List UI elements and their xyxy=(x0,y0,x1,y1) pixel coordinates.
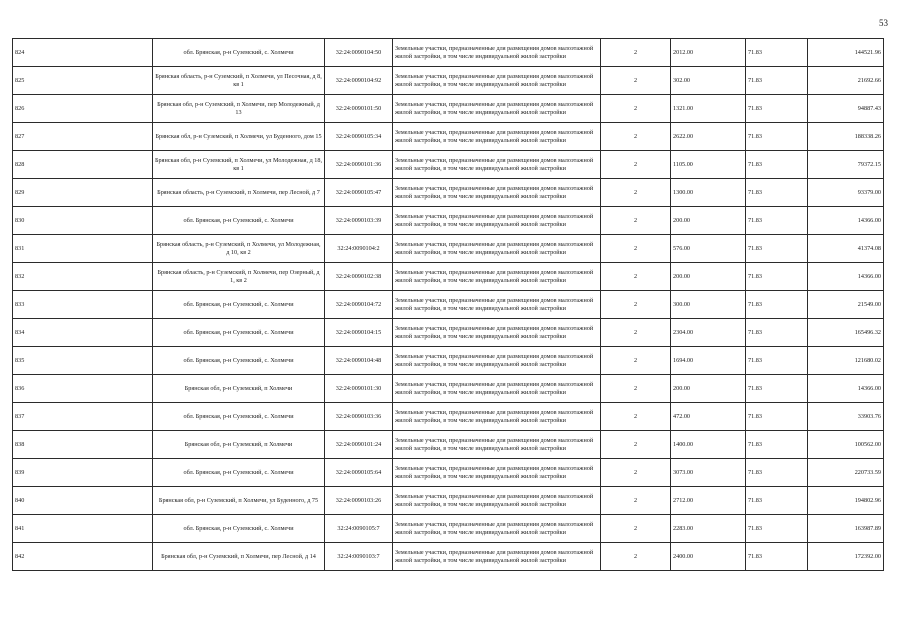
area-cell: 1105.00 xyxy=(671,151,746,179)
cadastral-value-cell: 41374.08 xyxy=(808,235,884,263)
table-row xyxy=(13,39,884,67)
address-cell: Брянская обл, р-н Суземский, п Холмечи, ул Молодежная, д 18, кв 1 xyxy=(153,151,325,179)
rate-cell: 71.83 xyxy=(746,347,808,375)
table-row xyxy=(13,291,884,319)
cadastral-number-cell: 32:24:0090104:72 xyxy=(325,291,393,319)
row-number-cell: 830 xyxy=(13,207,153,235)
land-use-purpose-cell: Земельные участки, предназначенные для размещения домов малоэтажной жилой застройки, в том числе индивидуальной жилой застройки xyxy=(393,207,601,235)
row-number-cell: 835 xyxy=(13,347,153,375)
category-cell: 2 xyxy=(601,431,671,459)
address-cell: Брянская обл, р-н Суземский, п Холмечи xyxy=(153,431,325,459)
rate-cell: 71.83 xyxy=(746,319,808,347)
table-row xyxy=(13,207,884,235)
land-use-purpose-cell: Земельные участки, предназначенные для размещения домов малоэтажной жилой застройки, в том числе индивидуальной жилой застройки xyxy=(393,459,601,487)
category-cell: 2 xyxy=(601,375,671,403)
cadastral-value-cell: 33903.76 xyxy=(808,403,884,431)
land-use-purpose-cell: Земельные участки, предназначенные для размещения домов малоэтажной жилой застройки, в том числе индивидуальной жилой застройки xyxy=(393,263,601,291)
rate-cell: 71.83 xyxy=(746,179,808,207)
cadastral-number-cell: 32:24:0090105:64 xyxy=(325,459,393,487)
land-use-purpose-cell: Земельные участки, предназначенные для размещения домов малоэтажной жилой застройки, в том числе индивидуальной жилой застройки xyxy=(393,179,601,207)
area-cell: 2712.00 xyxy=(671,487,746,515)
table-row xyxy=(13,431,884,459)
land-use-purpose-cell: Земельные участки, предназначенные для размещения домов малоэтажной жилой застройки, в том числе индивидуальной жилой застройки xyxy=(393,487,601,515)
rate-cell: 71.83 xyxy=(746,207,808,235)
cadastral-number-cell: 32:24:0090101:36 xyxy=(325,151,393,179)
row-number-cell: 839 xyxy=(13,459,153,487)
cadastral-value-cell: 93379.00 xyxy=(808,179,884,207)
land-use-purpose-cell: Земельные участки, предназначенные для размещения домов малоэтажной жилой застройки, в том числе индивидуальной жилой застройки xyxy=(393,347,601,375)
cadastral-number-cell: 32:24:0090105:47 xyxy=(325,179,393,207)
row-number-cell: 833 xyxy=(13,291,153,319)
cadastral-number-cell: 32:24:0090104:2 xyxy=(325,235,393,263)
cadastral-value-cell: 100562.00 xyxy=(808,431,884,459)
table-row xyxy=(13,123,884,151)
rate-cell: 71.83 xyxy=(746,459,808,487)
rate-cell: 71.83 xyxy=(746,67,808,95)
category-cell: 2 xyxy=(601,291,671,319)
cadastral-number-cell: 32:24:0090103:36 xyxy=(325,403,393,431)
row-number-cell: 837 xyxy=(13,403,153,431)
cadastral-value-cell: 163987.89 xyxy=(808,515,884,543)
row-number-cell: 836 xyxy=(13,375,153,403)
address-cell: обл. Брянская, р-н Суземский, с. Холмечи xyxy=(153,459,325,487)
cadastral-number-cell: 32:24:0090105:7 xyxy=(325,515,393,543)
address-cell: Брянская обл, р-н Суземский, п Холмечи xyxy=(153,375,325,403)
address-cell: Брянская обл, р-н Суземский, п Холмечи, пер Лесной, д 14 xyxy=(153,543,325,571)
table-row xyxy=(13,319,884,347)
land-use-purpose-cell: Земельные участки, предназначенные для размещения домов малоэтажной жилой застройки, в том числе индивидуальной жилой застройки xyxy=(393,235,601,263)
area-cell: 200.00 xyxy=(671,207,746,235)
rate-cell: 71.83 xyxy=(746,403,808,431)
area-cell: 2283.00 xyxy=(671,515,746,543)
category-cell: 2 xyxy=(601,515,671,543)
row-number-cell: 826 xyxy=(13,95,153,123)
table-row xyxy=(13,543,884,571)
rate-cell: 71.83 xyxy=(746,291,808,319)
address-cell: обл. Брянская, р-н Суземский, с. Холмечи xyxy=(153,39,325,67)
land-use-purpose-cell: Земельные участки, предназначенные для размещения домов малоэтажной жилой застройки, в том числе индивидуальной жилой застройки xyxy=(393,151,601,179)
row-number-cell: 829 xyxy=(13,179,153,207)
cadastral-number-cell: 32:24:0090104:92 xyxy=(325,67,393,95)
area-cell: 302.00 xyxy=(671,67,746,95)
address-cell: Брянская область, р-н Суземский, п Холмечи, пер Лесной, д 7 xyxy=(153,179,325,207)
area-cell: 200.00 xyxy=(671,375,746,403)
rate-cell: 71.83 xyxy=(746,95,808,123)
address-cell: Брянская область, р-н Суземский, п Холмечи, пер Озерный, д 1, кв 2 xyxy=(153,263,325,291)
category-cell: 2 xyxy=(601,543,671,571)
category-cell: 2 xyxy=(601,95,671,123)
address-cell: обл. Брянская, р-н Суземский, с. Холмечи xyxy=(153,347,325,375)
table-row xyxy=(13,375,884,403)
cadastral-value-cell: 165496.32 xyxy=(808,319,884,347)
land-use-purpose-cell: Земельные участки, предназначенные для размещения домов малоэтажной жилой застройки, в том числе индивидуальной жилой застройки xyxy=(393,375,601,403)
table-row xyxy=(13,67,884,95)
table-row xyxy=(13,151,884,179)
land-use-purpose-cell: Земельные участки, предназначенные для размещения домов малоэтажной жилой застройки, в том числе индивидуальной жилой застройки xyxy=(393,515,601,543)
address-cell: Брянская обл, р-н Суземский, п Холмечи, ул Буденного, дом 15 xyxy=(153,123,325,151)
cadastral-number-cell: 32:24:0090103:7 xyxy=(325,543,393,571)
row-number-cell: 831 xyxy=(13,235,153,263)
land-use-purpose-cell: Земельные участки, предназначенные для размещения домов малоэтажной жилой застройки, в том числе индивидуальной жилой застройки xyxy=(393,39,601,67)
category-cell: 2 xyxy=(601,123,671,151)
area-cell: 1694.00 xyxy=(671,347,746,375)
row-number-cell: 841 xyxy=(13,515,153,543)
table-row xyxy=(13,95,884,123)
area-cell: 576.00 xyxy=(671,235,746,263)
table-row xyxy=(13,263,884,291)
category-cell: 2 xyxy=(601,207,671,235)
category-cell: 2 xyxy=(601,235,671,263)
category-cell: 2 xyxy=(601,403,671,431)
row-number-cell: 825 xyxy=(13,67,153,95)
land-registry-table xyxy=(12,38,884,571)
land-use-purpose-cell: Земельные участки, предназначенные для размещения домов малоэтажной жилой застройки, в том числе индивидуальной жилой застройки xyxy=(393,291,601,319)
cadastral-number-cell: 32:24:0090104:15 xyxy=(325,319,393,347)
address-cell: обл. Брянская, р-н Суземский, с. Холмечи xyxy=(153,403,325,431)
cadastral-value-cell: 14366.00 xyxy=(808,375,884,403)
land-use-purpose-cell: Земельные участки, предназначенные для размещения домов малоэтажной жилой застройки, в том числе индивидуальной жилой застройки xyxy=(393,403,601,431)
page-number: 53 xyxy=(879,18,888,28)
table-row xyxy=(13,487,884,515)
table-row xyxy=(13,515,884,543)
category-cell: 2 xyxy=(601,347,671,375)
cadastral-value-cell: 220733.59 xyxy=(808,459,884,487)
area-cell: 2012.00 xyxy=(671,39,746,67)
cadastral-value-cell: 121680.02 xyxy=(808,347,884,375)
area-cell: 3073.00 xyxy=(671,459,746,487)
row-number-cell: 834 xyxy=(13,319,153,347)
cadastral-number-cell: 32:24:0090101:30 xyxy=(325,375,393,403)
area-cell: 2622.00 xyxy=(671,123,746,151)
row-number-cell: 824 xyxy=(13,39,153,67)
row-number-cell: 828 xyxy=(13,151,153,179)
cadastral-value-cell: 79372.15 xyxy=(808,151,884,179)
cadastral-number-cell: 32:24:0090103:26 xyxy=(325,487,393,515)
category-cell: 2 xyxy=(601,319,671,347)
address-cell: обл. Брянская, р-н Суземский, с. Холмечи xyxy=(153,515,325,543)
row-number-cell: 840 xyxy=(13,487,153,515)
rate-cell: 71.83 xyxy=(746,515,808,543)
cadastral-value-cell: 144521.96 xyxy=(808,39,884,67)
cadastral-number-cell: 32:24:0090101:24 xyxy=(325,431,393,459)
cadastral-value-cell: 194802.96 xyxy=(808,487,884,515)
area-cell: 472.00 xyxy=(671,403,746,431)
category-cell: 2 xyxy=(601,263,671,291)
rate-cell: 71.83 xyxy=(746,123,808,151)
address-cell: Брянская область, р-н Суземский, п Холмечи, ул Песочная, д 8, кв 1 xyxy=(153,67,325,95)
cadastral-number-cell: 32:24:0090101:50 xyxy=(325,95,393,123)
land-use-purpose-cell: Земельные участки, предназначенные для размещения домов малоэтажной жилой застройки, в том числе индивидуальной жилой застройки xyxy=(393,67,601,95)
table-row xyxy=(13,403,884,431)
table-row xyxy=(13,235,884,263)
address-cell: Брянская область, р-н Суземский, п Холмечи, ул Молодежная, д 10, кв 2 xyxy=(153,235,325,263)
area-cell: 300.00 xyxy=(671,291,746,319)
land-use-purpose-cell: Земельные участки, предназначенные для размещения домов малоэтажной жилой застройки, в том числе индивидуальной жилой застройки xyxy=(393,543,601,571)
area-cell: 200.00 xyxy=(671,263,746,291)
rate-cell: 71.83 xyxy=(746,375,808,403)
rate-cell: 71.83 xyxy=(746,431,808,459)
row-number-cell: 842 xyxy=(13,543,153,571)
cadastral-number-cell: 32:24:0090103:39 xyxy=(325,207,393,235)
cadastral-value-cell: 188338.26 xyxy=(808,123,884,151)
address-cell: Брянская обл, р-н Суземский, п Холмечи, ул Буденного, д 75 xyxy=(153,487,325,515)
cadastral-number-cell: 32:24:0090102:38 xyxy=(325,263,393,291)
category-cell: 2 xyxy=(601,151,671,179)
rate-cell: 71.83 xyxy=(746,487,808,515)
cadastral-number-cell: 32:24:0090104:50 xyxy=(325,39,393,67)
area-cell: 2304.00 xyxy=(671,319,746,347)
land-use-purpose-cell: Земельные участки, предназначенные для размещения домов малоэтажной жилой застройки, в том числе индивидуальной жилой застройки xyxy=(393,431,601,459)
cadastral-number-cell: 32:24:0090105:34 xyxy=(325,123,393,151)
cadastral-number-cell: 32:24:0090104:48 xyxy=(325,347,393,375)
category-cell: 2 xyxy=(601,179,671,207)
cadastral-value-cell: 21692.66 xyxy=(808,67,884,95)
land-use-purpose-cell: Земельные участки, предназначенные для размещения домов малоэтажной жилой застройки, в том числе индивидуальной жилой застройки xyxy=(393,319,601,347)
category-cell: 2 xyxy=(601,459,671,487)
rate-cell: 71.83 xyxy=(746,263,808,291)
cadastral-value-cell: 14366.00 xyxy=(808,207,884,235)
address-cell: Брянская обл, р-н Суземский, п Холмечи, пер Молодежный, д 13 xyxy=(153,95,325,123)
cadastral-value-cell: 21549.00 xyxy=(808,291,884,319)
table-body xyxy=(13,39,884,571)
land-use-purpose-cell: Земельные участки, предназначенные для размещения домов малоэтажной жилой застройки, в том числе индивидуальной жилой застройки xyxy=(393,95,601,123)
category-cell: 2 xyxy=(601,67,671,95)
table-row xyxy=(13,459,884,487)
table-row xyxy=(13,347,884,375)
rate-cell: 71.83 xyxy=(746,151,808,179)
address-cell: обл. Брянская, р-н Суземский, с. Холмечи xyxy=(153,291,325,319)
category-cell: 2 xyxy=(601,39,671,67)
rate-cell: 71.83 xyxy=(746,235,808,263)
address-cell: обл. Брянская, р-н Суземский, с. Холмечи xyxy=(153,319,325,347)
area-cell: 1300.00 xyxy=(671,179,746,207)
cadastral-value-cell: 172392.00 xyxy=(808,543,884,571)
row-number-cell: 827 xyxy=(13,123,153,151)
address-cell: обл. Брянская, р-н Суземский, с. Холмечи xyxy=(153,207,325,235)
rate-cell: 71.83 xyxy=(746,39,808,67)
category-cell: 2 xyxy=(601,487,671,515)
cadastral-value-cell: 94887.43 xyxy=(808,95,884,123)
cadastral-value-cell: 14366.00 xyxy=(808,263,884,291)
area-cell: 1400.00 xyxy=(671,431,746,459)
area-cell: 1321.00 xyxy=(671,95,746,123)
area-cell: 2400.00 xyxy=(671,543,746,571)
row-number-cell: 838 xyxy=(13,431,153,459)
table-row xyxy=(13,179,884,207)
land-use-purpose-cell: Земельные участки, предназначенные для размещения домов малоэтажной жилой застройки, в том числе индивидуальной жилой застройки xyxy=(393,123,601,151)
rate-cell: 71.83 xyxy=(746,543,808,571)
row-number-cell: 832 xyxy=(13,263,153,291)
